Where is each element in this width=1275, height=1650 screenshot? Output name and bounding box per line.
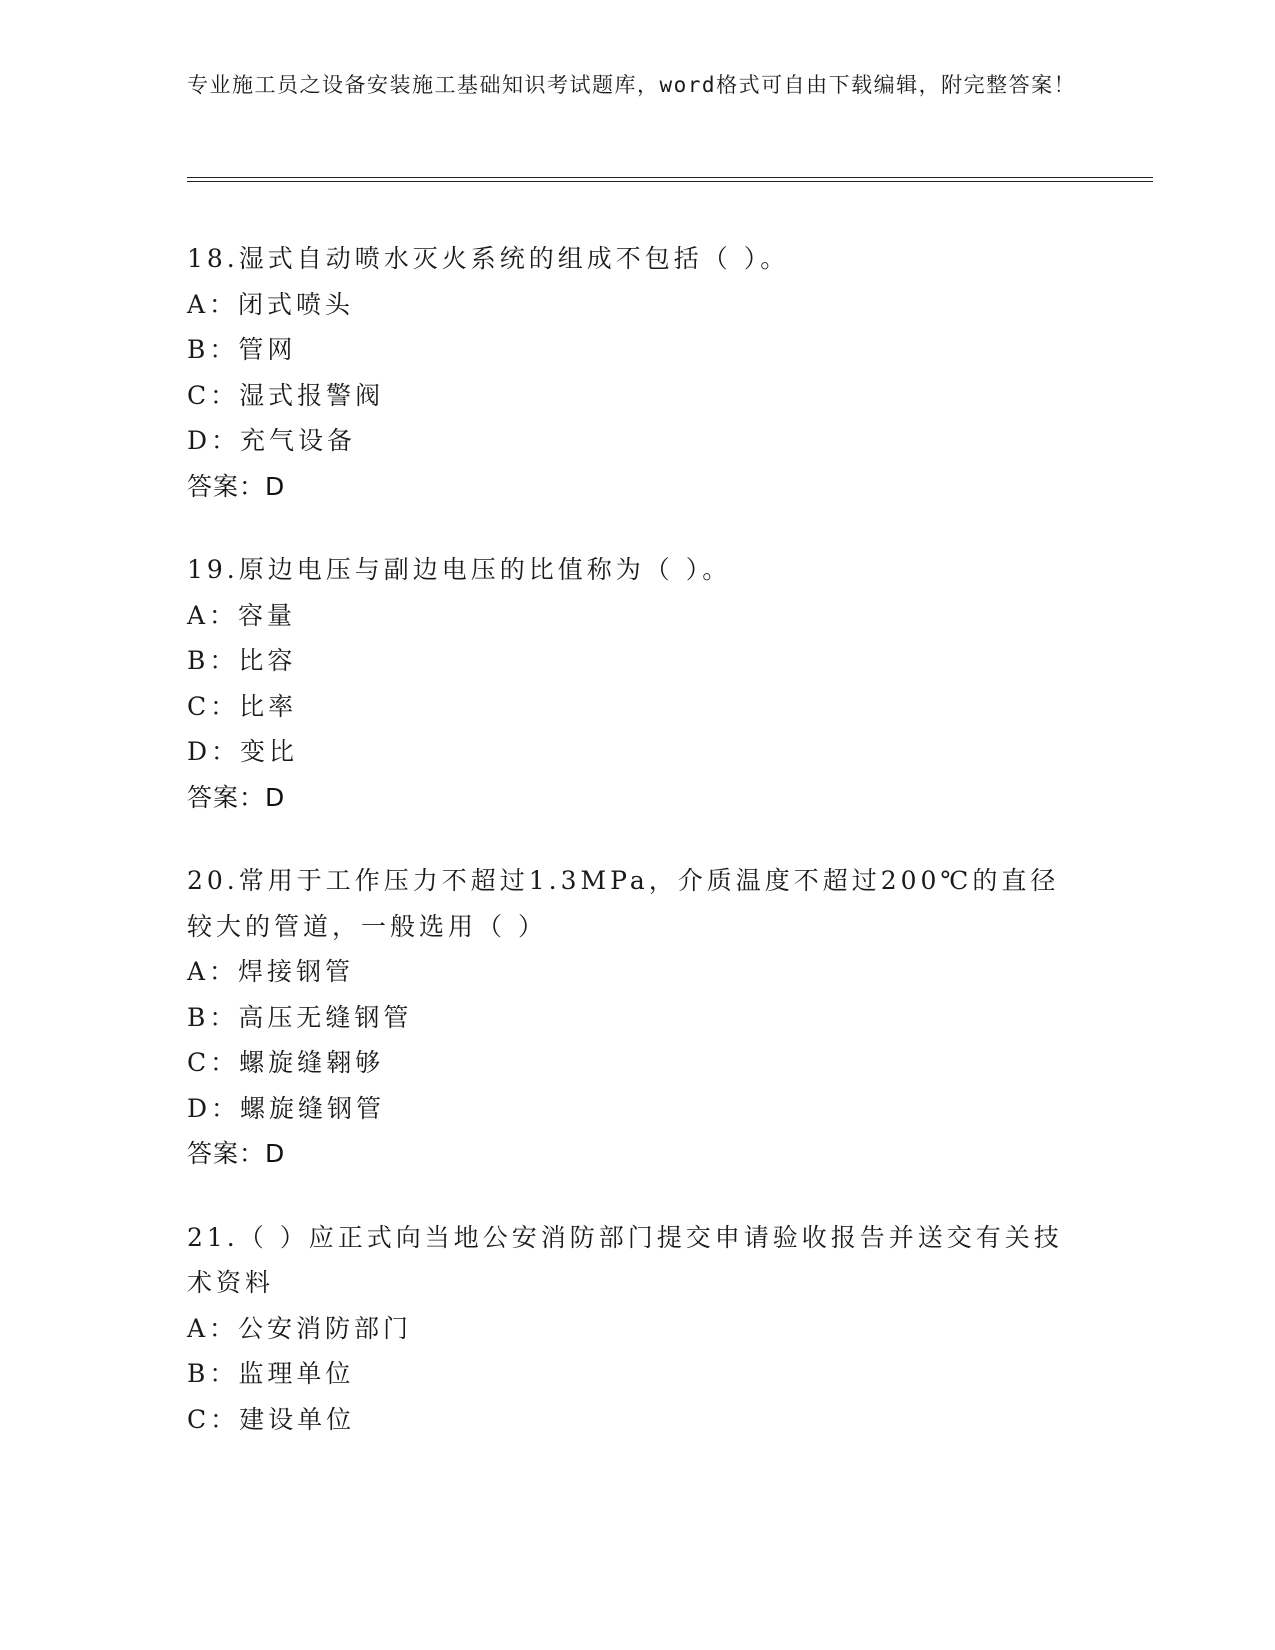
option-a: A：闭式喷头 — [187, 289, 355, 319]
option-c: C：建设单位 — [187, 1404, 356, 1434]
option-b: B：比容 — [187, 646, 297, 675]
question-stem: 21.（ ）应正式向当地公安消防部门提交申请验收报告并送交有关技术资料 — [187, 1222, 1063, 1297]
answer-label: 答案：D — [187, 1139, 286, 1168]
question-20 — [187, 858, 1107, 1177]
option-d: D：充气设备 — [187, 426, 357, 455]
question-19 — [187, 547, 1107, 820]
option-c: C：湿式报警阀 — [187, 380, 385, 410]
option-b: B：高压无缝钢管 — [187, 1002, 413, 1032]
question-21 — [187, 1215, 1107, 1443]
option-a: A：焊接钢管 — [187, 957, 355, 986]
question-stem: 20.常用于工作压力不超过1.3MPa，介质温度不超过200℃的直径较大的管道，一般选用（ ） — [187, 866, 1060, 941]
answer-label: 答案：D — [187, 471, 286, 501]
option-c: C：比率 — [187, 691, 298, 721]
document-header: 专业施工员之设备安装施工基础知识考试题库，word格式可自由下载编辑，附完整答案！ — [187, 73, 1077, 97]
option-b: B：管网 — [187, 335, 297, 364]
option-d: D：变比 — [187, 737, 299, 766]
question-list — [187, 236, 1107, 1480]
question-stem: 19.原边电压与副边电压的比值称为（ ）。 — [187, 555, 732, 584]
option-d: D：螺旋缝钢管 — [187, 1093, 386, 1123]
option-c: C：螺旋缝翱够 — [187, 1048, 385, 1077]
question-stem: 18.湿式自动喷水灭火系统的组成不包括（ ）。 — [187, 244, 790, 273]
option-b: B：监理单位 — [187, 1359, 355, 1388]
question-18 — [187, 236, 1107, 509]
option-a: A：公安消防部门 — [187, 1313, 413, 1343]
header-divider — [187, 177, 1153, 182]
option-a: A：容量 — [187, 600, 297, 630]
answer-label: 答案：D — [187, 782, 286, 812]
